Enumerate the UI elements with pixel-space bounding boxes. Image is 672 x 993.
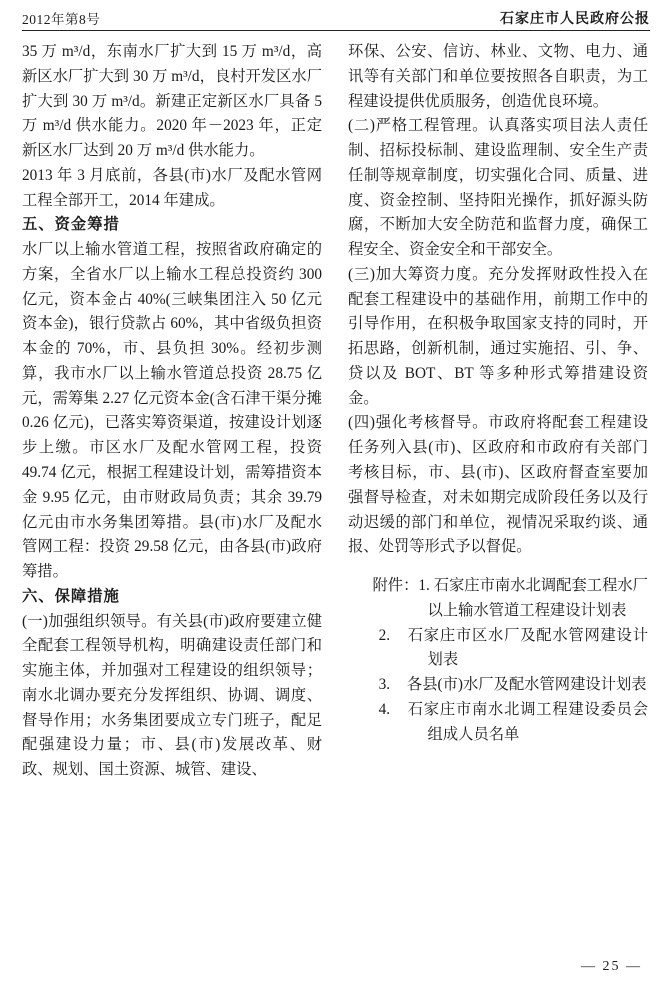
paragraph-funding: 水厂以上输水管道工程，按照省政府确定的方案，全省水厂以上输水工程总投资约 300 亿元，资本金占 40%(三峡集团注入 50 亿元资本金)，银行贷款占 60%，其中省级负担资本金的 70%，市、县负担 30%。经初步测算，我市水厂以上输水管道总投资 28.75 亿元，需筹集 2.27 亿元资本金(含石津干渠分摊 0.26 亿元)，已落实筹资渠道，按建设计划逐步上缴。市区水厂及配水管网工程，投资 49.74 亿元，根据工程建设计划，需筹措资本金 9.95 亿元，由市财政局负责；其余 39.79 亿元由市水务集团筹措。县(市)水厂及配水管网工程：投资 29.58 亿元，由各县(市)政府筹措。	[22, 241, 322, 581]
two-column-body	[22, 40, 650, 943]
attachments-label: 附件：	[372, 577, 419, 595]
header-publication: 石家庄市人民政府公报	[500, 12, 650, 27]
paragraph-capacity: 35 万 m³/d，东南水厂扩大到 15 万 m³/d，高新区水厂扩大到 30 万 m³/d，良村开发区水厂扩大到 30 万 m³/d。新建正定新区水厂具备 5 万 m³/d 供水能力。2020 年－2023 年，正定新区水厂达到 20 万 m³/d 供水能力。	[22, 43, 322, 160]
paragraph-measure-two: (二)严格工程管理。认真落实项目法人责任制、招标投标制、建设监理制、安全生产责任制等规章制度，切实强化合同、质量、进度、资金控制、坚持阳光操作，抓好源头防腐，不断加大安全防范和监督力度，确保工程安全、资金安全和干部安全。	[348, 117, 648, 259]
attachment-text: 石家庄市南水北调工程建设委员会组成人员名单	[407, 700, 648, 743]
page-number: — 25 —	[581, 959, 642, 974]
right-column	[348, 40, 648, 943]
heading-section-six: 六、保障措施	[22, 587, 120, 605]
header-divider	[22, 30, 650, 31]
paragraph-measure-four: (四)强化考核督导。市政府将配套工程建设任务列入县(市)、区政府和市政府有关部门考核目标，市、县(市)、区政府督查室要加强督导检查，对未如期完成阶段任务以及行动迟缓的部门和单位，视情况采取约谈、通报、处罚等形式予以督促。	[348, 414, 648, 556]
heading-section-five: 五、资金筹措	[22, 216, 120, 234]
attachment-text: 石家庄市区水厂及配水管网建设计划表	[407, 626, 648, 669]
list-item: 2. 石家庄市区水厂及配水管网建设计划表	[378, 626, 648, 669]
left-column	[22, 40, 322, 943]
attachments-label-line	[348, 574, 648, 624]
paragraph-measure-one: (一)加强组织领导。有关县(市)政府要建立健全配套工程领导机构，明确建设责任部门和实施主体，并加强对工程建设的组织领导；南水北调办要充分发挥组织、协调、调度、督导作用；水务集团要成立专门班子，配足配强建设力量；市、县(市)发展改革、财政、规划、国土资源、城管、建设、	[22, 612, 322, 779]
header-issue: 2012年第8号	[22, 12, 101, 27]
attachment-text: 各县(市)水厂及配水管网建设计划表	[406, 676, 647, 694]
paragraph-measure-one-continued: 环保、公安、信访、林业、文物、电力、通讯等有关部门和单位要按照各自职责，为工程建设提供优质服务，创造优良环境。	[348, 43, 648, 110]
list-item: 4. 石家庄市南水北调工程建设委员会组成人员名单	[378, 700, 648, 743]
attachments-list	[348, 624, 648, 748]
list-item: 3. 各县(市)水厂及配水管网建设计划表	[378, 676, 647, 694]
attachment-item-1-inline: 1. 石家庄市南水北调配套工程水厂以上输水管道工程建设计划表	[418, 577, 648, 619]
attachments-block	[348, 574, 648, 747]
paragraph-measure-three: (三)加大筹资力度。充分发挥财政性投入在配套工程建设中的基础作用，前期工作中的引导作用，在积极争取国家支持的同时，开拓思路，创新机制，通过实施招、引、争、贷以及 BOT、BT 等多种形式筹措建设资金。	[348, 265, 648, 407]
paragraph-schedule: 2013 年 3 月底前，各县(市)水厂及配水管网工程全部开工，2014 年建成。	[22, 166, 322, 209]
